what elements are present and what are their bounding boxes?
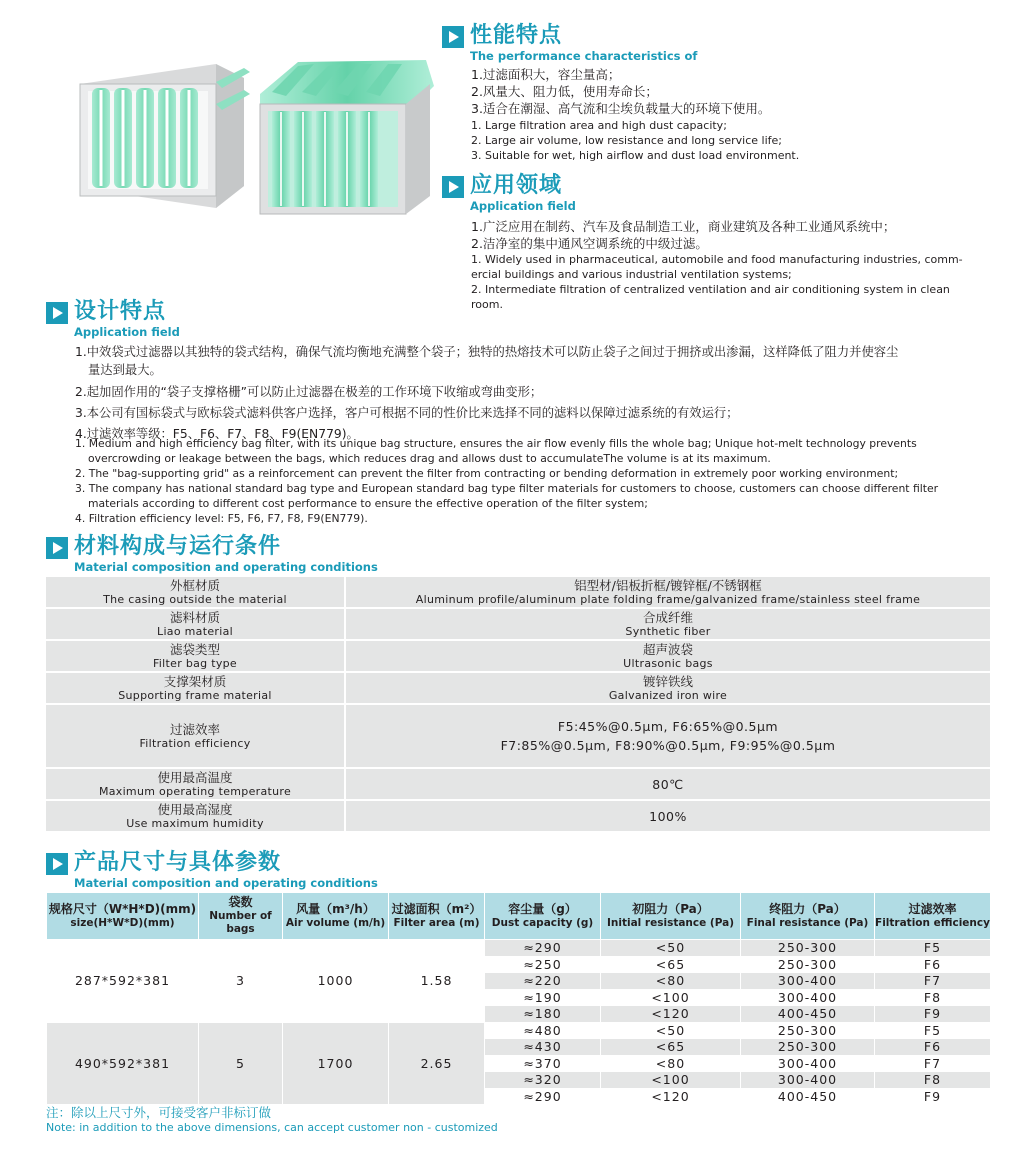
dust-cell: ≈370 — [485, 1055, 601, 1072]
label-en: Use maximum humidity — [126, 817, 264, 830]
list-item: 1.广泛应用在制药、汽车及食品制造工业，商业建筑及各种工业通风系统中； — [471, 219, 896, 234]
init-cell: <50 — [601, 940, 741, 957]
eff-cell: F7 — [875, 1055, 991, 1072]
dust-cell: ≈480 — [485, 1022, 601, 1039]
table-header-row — [47, 893, 991, 940]
value-line: 80℃ — [652, 776, 684, 792]
eff-cell: F8 — [875, 989, 991, 1006]
final-cell: 300-400 — [741, 989, 875, 1006]
size-cell: 490*592*381 — [47, 1022, 199, 1105]
final-cell: 250-300 — [741, 956, 875, 973]
play-arrow-icon — [442, 176, 464, 198]
final-cell: 300-400 — [741, 1055, 875, 1072]
dust-cell: ≈250 — [485, 956, 601, 973]
materials-section-header — [46, 533, 378, 574]
list-item: 3. Suitable for wet, high airflow and dust load environment. — [471, 149, 800, 162]
list-item: 1. Large filtration area and high dust capacity; — [471, 119, 727, 132]
eff-cell: F5 — [875, 1022, 991, 1039]
label-en: Filtration efficiency — [139, 737, 251, 750]
list-item: 3.本公司有国标袋式与欧标袋式滤料供客户选择，客户可根据不同的性价比来选择不同的滤料以保障过滤系统的有效运行； — [75, 406, 739, 420]
eff-cell: F9 — [875, 1006, 991, 1023]
list-item: 3. The company has national standard bag type and European standard bag type filter materials for customers to choose, customers can choose different filter — [75, 482, 939, 495]
label-zh: 滤袋类型 — [169, 642, 220, 657]
table-row — [46, 641, 990, 673]
footnote-zh: 注：除以上尺寸外，可接受客户非标订做 — [46, 1105, 272, 1120]
value-zh: 合成纤维 — [642, 610, 693, 625]
init-cell: <65 — [601, 956, 741, 973]
label-en: Supporting frame material — [118, 689, 272, 702]
label-zh: 使用最高湿度 — [157, 802, 233, 817]
section-title: 产品尺寸与具体参数 — [74, 850, 282, 875]
row-label — [46, 609, 346, 639]
value-en: Aluminum profile/aluminum plate folding frame/galvanized frame/stainless steel frame — [415, 593, 921, 606]
final-cell: 400-450 — [741, 1006, 875, 1023]
row-value — [346, 641, 990, 671]
init-cell: <80 — [601, 1055, 741, 1072]
value-line: 100% — [649, 808, 687, 824]
section-title: 性能特点 — [470, 23, 563, 48]
performance-en-list — [471, 118, 799, 163]
value-zh: 铝型材/铝板折框/镀锌框/不锈钢框 — [574, 578, 762, 593]
list-item: 3.适合在潮湿、高气流和尘埃负载量大的环境下使用。 — [471, 101, 771, 116]
eff-cell: F6 — [875, 956, 991, 973]
value-line: F7:85%@0.5μm, F8:90%@0.5μm, F9:95%@0.5μm — [500, 738, 836, 753]
final-cell: 300-400 — [741, 1072, 875, 1089]
value-line: F5:45%@0.5μm, F6:65%@0.5μm — [557, 719, 779, 734]
bags-cell: 3 — [199, 940, 283, 1023]
application-section-header — [442, 172, 576, 213]
list-item: 2.起加固作用的“袋子支撑格栅”可以防止过滤器在极差的工作环境下收缩或弯曲变形； — [75, 385, 543, 399]
list-item: 2.洁净室的集中通风空调系统的中级过滤。 — [471, 236, 708, 251]
value-en: Synthetic fiber — [625, 625, 711, 638]
eff-cell: F7 — [875, 973, 991, 990]
dust-cell: ≈190 — [485, 989, 601, 1006]
footnote-en: Note: in addition to the above dimensions, can accept customer non - customized — [46, 1121, 498, 1134]
play-arrow-icon — [442, 26, 464, 48]
col-header-size: 规格尺寸（W*H*D)(mm) size(H*W*D)(mm) — [47, 893, 199, 940]
bag-filter-image-angled — [258, 56, 434, 216]
label-zh: 支撑架材质 — [163, 674, 227, 689]
label-zh: 外框材质 — [169, 578, 220, 593]
row-value — [346, 577, 990, 607]
products-section-header — [46, 849, 378, 890]
col-header-efficiency: 过滤效率 Filtration efficiency — [875, 893, 991, 940]
list-item: room. — [471, 298, 503, 311]
play-arrow-icon — [46, 302, 68, 324]
col-header-bags: 袋数 Number of bags — [199, 893, 283, 940]
list-item: 1. Medium and high efficiency bag filter, with its unique bag structure, ensures the air flow evenly fills the whole bag; Unique hot-melt technology prevents — [75, 437, 917, 450]
value-en: Galvanized iron wire — [608, 689, 728, 702]
eff-cell: F9 — [875, 1088, 991, 1105]
final-cell: 300-400 — [741, 973, 875, 990]
performance-section-header — [442, 22, 697, 63]
table-row — [47, 940, 991, 957]
row-label — [46, 673, 346, 703]
table-row — [46, 705, 990, 769]
application-zh-list — [471, 218, 895, 252]
col-header-initial-resistance: 初阻力（Pa） Initial resistance (Pa) — [601, 893, 741, 940]
init-cell: <100 — [601, 989, 741, 1006]
play-arrow-icon — [46, 853, 68, 875]
section-title: 应用领域 — [470, 173, 563, 198]
label-zh: 使用最高温度 — [157, 770, 233, 785]
col-header-final-resistance: 终阻力（Pa） Final resistance (Pa) — [741, 893, 875, 940]
dust-cell: ≈290 — [485, 940, 601, 957]
list-item: 1.中效袋式过滤器以其独特的袋式结构，确保气流均衡地充满整个袋子；独特的热熔技术可以防止袋子之间过于拥挤或出渗漏，这样降低了阻力并使容尘 — [75, 345, 899, 359]
table-row — [46, 577, 990, 609]
row-value — [346, 673, 990, 703]
init-cell: <80 — [601, 973, 741, 990]
list-item: 4. Filtration efficiency level: F5, F6, F7, F8, F9(EN779). — [75, 512, 368, 525]
col-header-dust-capacity: 容尘量（g） Dust capacity (g) — [485, 893, 601, 940]
section-subtitle: Material composition and operating conditions — [74, 560, 378, 574]
materials-table — [46, 577, 990, 833]
table-row — [46, 609, 990, 641]
dust-cell: ≈290 — [485, 1088, 601, 1105]
list-item: ercial buildings and various industrial ventilation systems; — [471, 268, 792, 281]
row-value — [346, 609, 990, 639]
filter-area-cell: 2.65 — [389, 1022, 485, 1105]
list-item: 量达到最大。 — [88, 363, 162, 377]
dust-cell: ≈220 — [485, 973, 601, 990]
final-cell: 250-300 — [741, 940, 875, 957]
section-title: 材料构成与运行条件 — [74, 534, 282, 559]
eff-cell: F6 — [875, 1039, 991, 1056]
label-en: The casing outside the material — [103, 593, 287, 606]
table-row — [47, 1022, 991, 1039]
product-specs-table — [46, 892, 991, 1105]
table-row — [46, 801, 990, 833]
application-en-list — [471, 252, 963, 312]
init-cell: <65 — [601, 1039, 741, 1056]
col-header-filter-area: 过滤面积（m²） Filter area (m) — [389, 893, 485, 940]
filter-area-cell: 1.58 — [389, 940, 485, 1023]
bags-cell: 5 — [199, 1022, 283, 1105]
final-cell: 250-300 — [741, 1039, 875, 1056]
design-en-list — [75, 436, 938, 526]
value-en: Ultrasonic bags — [623, 657, 713, 670]
label-zh: 过滤效率 — [169, 722, 220, 737]
play-arrow-icon — [46, 537, 68, 559]
table-row — [46, 769, 990, 801]
list-item: 1.过滤面积大，容尘量高； — [471, 67, 621, 82]
bag-filter-image-front — [66, 58, 254, 218]
init-cell: <120 — [601, 1006, 741, 1023]
section-subtitle: The performance characteristics of — [470, 49, 698, 63]
size-cell: 287*592*381 — [47, 940, 199, 1023]
row-label — [46, 801, 346, 831]
eff-cell: F8 — [875, 1072, 991, 1089]
eff-cell: F5 — [875, 940, 991, 957]
list-item: 2. Large air volume, low resistance and long service life; — [471, 134, 782, 147]
list-item: 2. Intermediate filtration of centralized ventilation and air conditioning system in clean — [471, 283, 950, 296]
dust-cell: ≈320 — [485, 1072, 601, 1089]
init-cell: <50 — [601, 1022, 741, 1039]
col-header-air-volume: 风量（m³/h） Air volume (m/h) — [283, 893, 389, 940]
list-item: 1. Widely used in pharmaceutical, automobile and food manufacturing industries, comm- — [471, 253, 963, 266]
init-cell: <100 — [601, 1072, 741, 1089]
label-en: Maximum operating temperature — [98, 785, 292, 798]
air-volume-cell: 1700 — [283, 1022, 389, 1105]
section-subtitle: Application field — [74, 325, 180, 339]
row-value — [346, 769, 990, 799]
value-zh: 镀锌铁线 — [642, 674, 693, 689]
row-label — [46, 577, 346, 607]
section-title: 设计特点 — [74, 299, 167, 324]
final-cell: 250-300 — [741, 1022, 875, 1039]
init-cell: <120 — [601, 1088, 741, 1105]
value-zh: 超声波袋 — [642, 642, 693, 657]
label-en: Liao material — [157, 625, 233, 638]
air-volume-cell: 1000 — [283, 940, 389, 1023]
label-zh: 滤料材质 — [169, 610, 220, 625]
list-item: materials according to different cost performance to ensure the effective operation of the filter system; — [88, 497, 648, 510]
design-section-header — [46, 298, 180, 339]
section-subtitle: Application field — [470, 199, 576, 213]
list-item: 2. The "bag-supporting grid" as a reinforcement can prevent the filter from contracting or bending deformation in extremely poor working environment; — [75, 467, 899, 480]
performance-zh-list — [471, 66, 770, 117]
list-item: overcrowding or leakage between the bags, which reduces drag and allows dust to accumulateThe volume is at its maximum. — [88, 452, 771, 465]
row-label — [46, 705, 346, 767]
list-item: 2.风量大、阻力低，使用寿命长； — [471, 84, 658, 99]
dust-cell: ≈430 — [485, 1039, 601, 1056]
row-value — [346, 801, 990, 831]
label-en: Filter bag type — [152, 657, 237, 670]
list-item: 4.过滤效率等级：F5、F6、F7、F8、F9(EN779)。 — [75, 427, 359, 441]
final-cell: 400-450 — [741, 1088, 875, 1105]
row-label — [46, 641, 346, 671]
table-row — [46, 673, 990, 705]
row-value — [346, 705, 990, 767]
design-zh-list — [75, 343, 898, 443]
dust-cell: ≈180 — [485, 1006, 601, 1023]
row-label — [46, 769, 346, 799]
section-subtitle: Material composition and operating conditions — [74, 876, 378, 890]
